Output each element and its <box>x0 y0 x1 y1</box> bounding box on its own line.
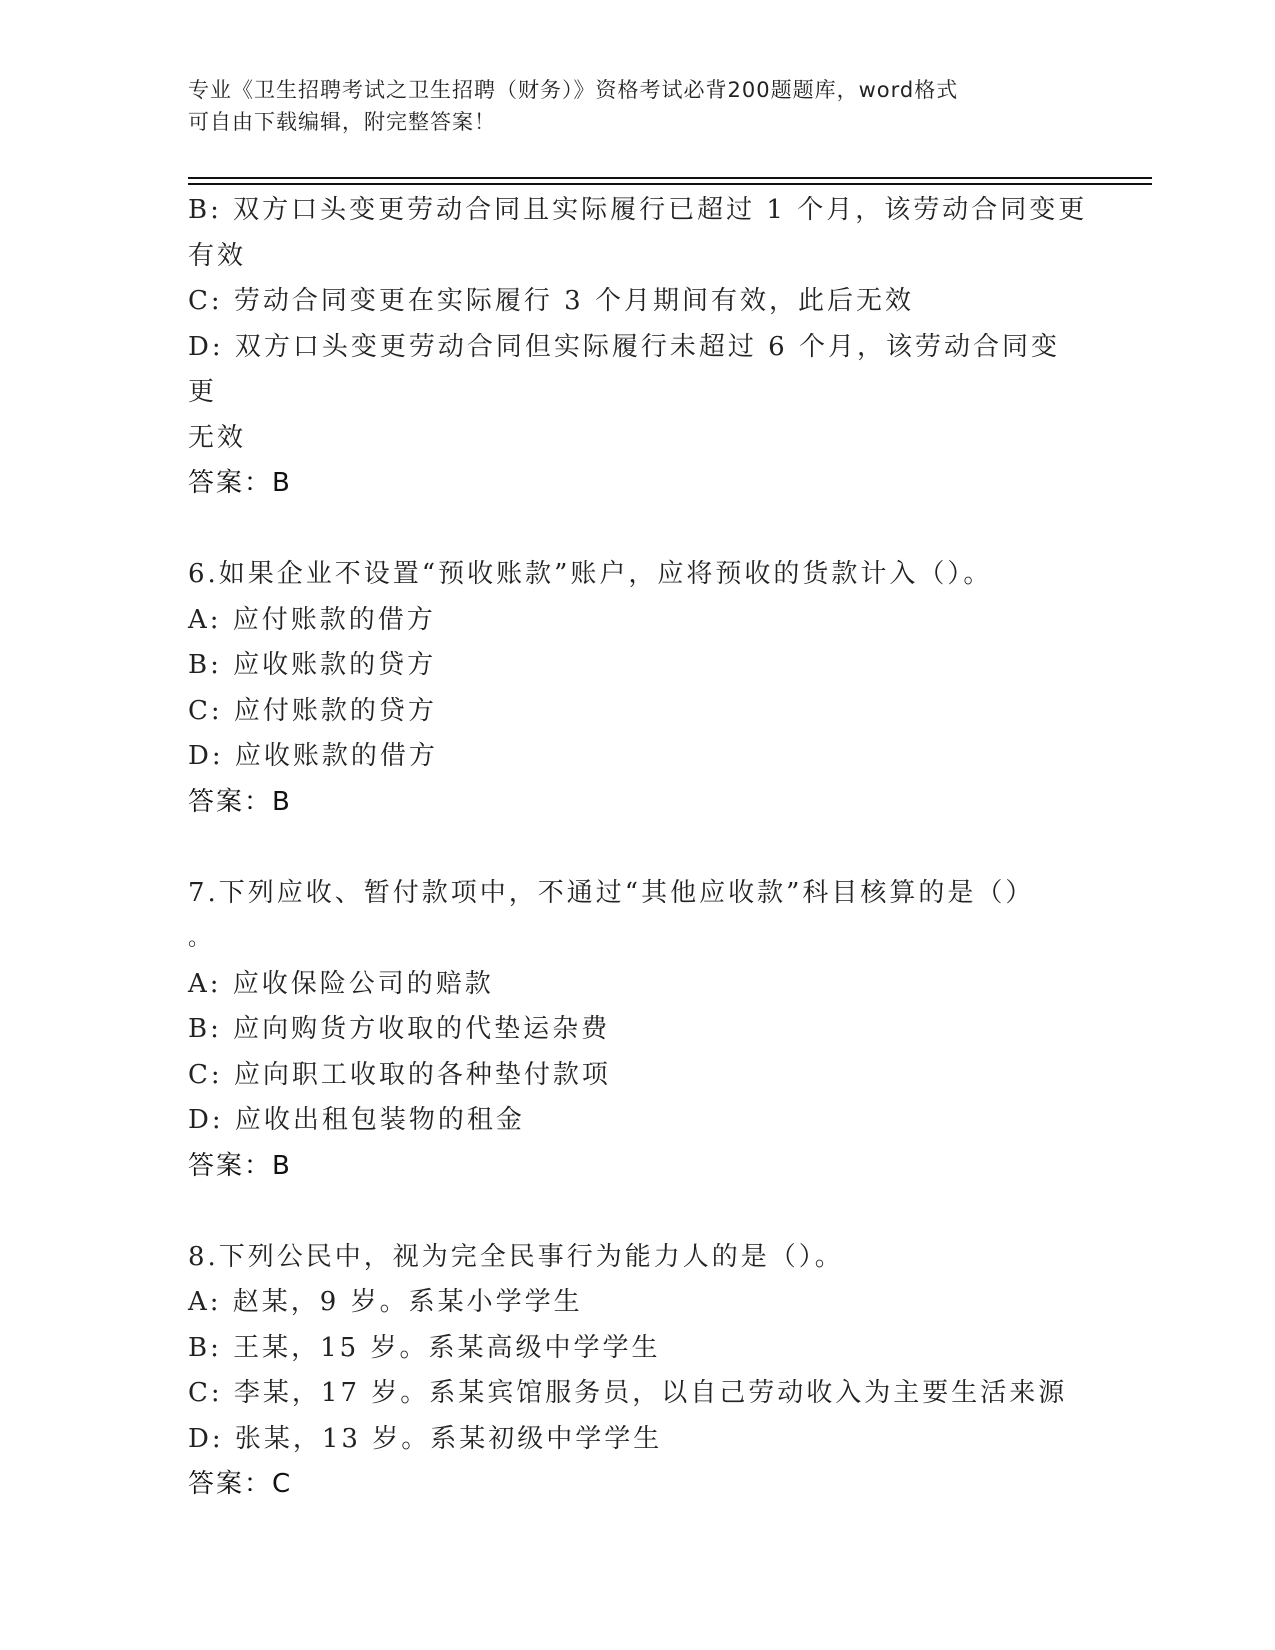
question-content <box>188 188 1088 1508</box>
option-a: A: 应收保险公司的赔款 <box>188 968 494 999</box>
question-block-8 <box>188 1235 1088 1508</box>
answer-label: 答案：C <box>188 1469 293 1499</box>
option-c: C: 李某，17 岁。系某宾馆服务员，以自己劳动收入为主要生活来源 <box>188 1378 1068 1408</box>
question-stem-continued: 。 <box>188 926 214 951</box>
spacer <box>188 825 1088 871</box>
question-block-7 <box>188 871 1088 1190</box>
question-block-5 <box>188 188 1088 507</box>
option-b: B: 双方口头变更劳动合同且实际履行已超过 1 个月，该劳动合同变更 <box>188 195 1088 225</box>
option-b-continued: 有效 <box>188 240 247 271</box>
header-rule-bottom <box>188 183 1152 185</box>
spacer <box>188 1189 1088 1235</box>
option-a: A: 应付账款的借方 <box>188 604 436 635</box>
header-line-1: 专业《卫生招聘考试之卫生招聘（财务）》资格考试必背200题题库，word格式 <box>188 78 959 102</box>
question-stem: 7.下列应收、暂付款项中，不通过“其他应收款”科目核算的是（） <box>188 877 1035 908</box>
answer-label: 答案：B <box>188 1150 292 1181</box>
answer-label: 答案：B <box>188 468 292 498</box>
option-b: B: 王某，15 岁。系某高级中学学生 <box>188 1332 661 1363</box>
option-b: B: 应收账款的贷方 <box>188 650 437 680</box>
option-d-continued: 无效 <box>188 422 247 453</box>
header-line-2: 可自由下载编辑，附完整答案！ <box>188 110 496 134</box>
spacer <box>188 507 1088 553</box>
option-c: C: 劳动合同变更在实际履行 3 个月期间有效，此后无效 <box>188 286 914 316</box>
option-a: A: 赵某，9 岁。系某小学学生 <box>188 1287 583 1317</box>
question-block-6 <box>188 552 1088 825</box>
option-d: D: 双方口头变更劳动合同但实际履行未超过 6 个月，该劳动合同变更 <box>188 331 1060 407</box>
option-c: C: 应付账款的贷方 <box>188 695 437 726</box>
option-d: D: 应收出租包装物的租金 <box>188 1105 525 1135</box>
option-c: C: 应向职工收取的各种垫付款项 <box>188 1059 611 1090</box>
header-rule-top <box>188 177 1152 179</box>
option-d: D: 张某，13 岁。系某初级中学学生 <box>188 1423 663 1454</box>
answer-label: 答案：B <box>188 786 292 817</box>
document-header <box>188 74 1068 138</box>
option-b: B: 应向购货方收取的代垫运杂费 <box>188 1014 611 1044</box>
option-d: D: 应收账款的借方 <box>188 741 438 771</box>
question-stem: 6.如果企业不设置“预收账款”账户，应将预收的货款计入（）。 <box>188 559 993 589</box>
question-stem: 8.下列公民中，视为完全民事行为能力人的是（）。 <box>188 1241 844 1272</box>
